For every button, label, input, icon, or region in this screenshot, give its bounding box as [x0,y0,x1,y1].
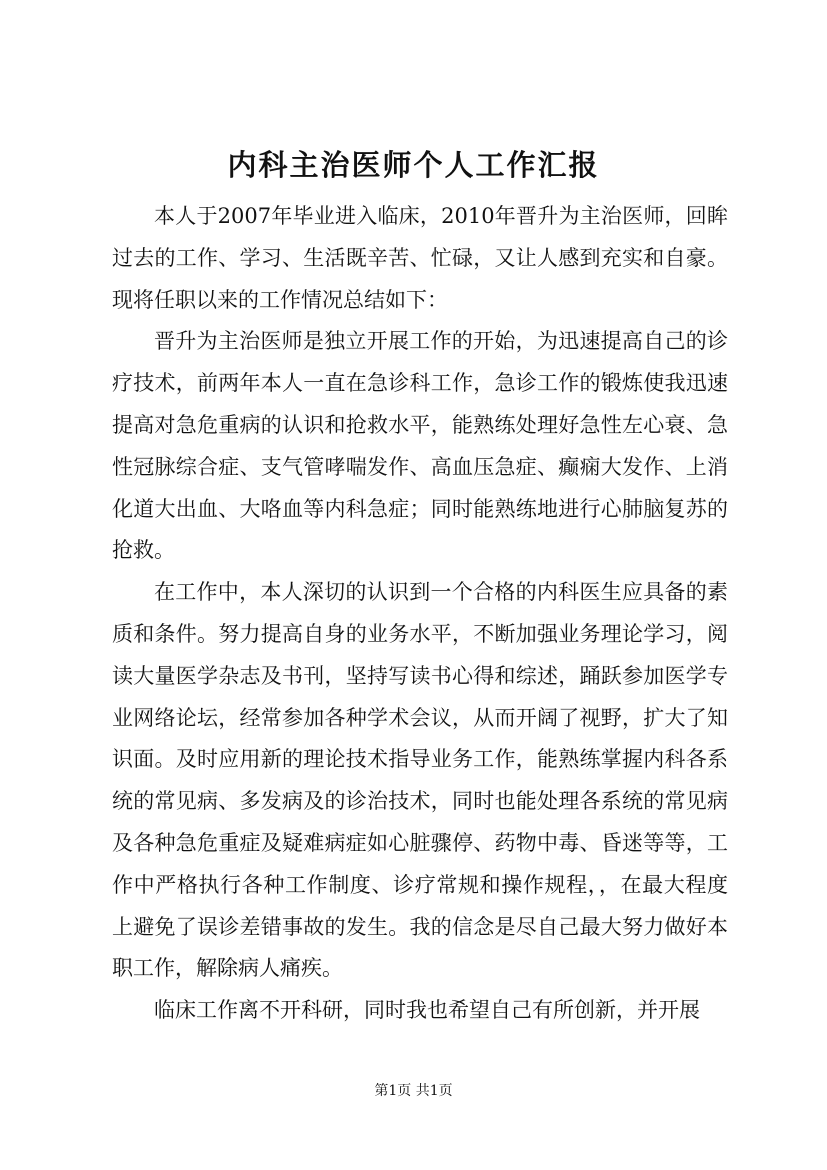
paragraph-3: 在工作中，本人深切的认识到一个合格的内科医生应具备的素质和条件。努力提高自身的业务水平，不断加强业务理论学习，阅读大量医学杂志及书刊，坚持写读书心得和综述，踊跃参加医学专业网络论坛，经常参加各种学术会议，从而开阔了视野，扩大了知识面。及时应用新的理论技术指导业务工作，能熟练掌握内科各系统的常见病、多发病及的诊治技术，同时也能处理各系统的常见病及各种急危重症及疑难病症如心脏骤停、药物中毒、昏迷等等，工作中严格执行各种工作制度、诊疗常规和操作规程，，在最大程度上避免了误诊差错事故的发生。我的信念是尽自己最大努力做好本职工作，解除病人痛疾。 [112,580,728,981]
document-title: 内科主治医师个人工作汇报 [227,148,600,182]
page-footer: 第1页 共1页 [374,1083,453,1099]
paragraph-2: 晋升为主治医师是独立开展工作的开始，为迅速提高自己的诊疗技术，前两年本人一直在急诊科工作，急诊工作的锻炼使我迅速提高对急危重病的认识和抢救水平，能熟练处理好急性左心衰、急性冠脉综合症、支气管哮喘发作、高血压急症、癫痫大发作、上消化道大出血、大咯血等内科急症；同时能熟练地进行心肺脑复苏的抢救。 [112,329,728,563]
document-body [112,196,728,1032]
paragraph-1: 本人于2007年毕业进入临床，2010年晋升为主治医师，回眸过去的工作、学习、生活既辛苦、忙碌，又让人感到充实和自豪。现将任职以来的工作情况总结如下： [112,204,728,312]
paragraph-4: 临床工作离不开科研，同时我也希望自己有所创新，并开展 [154,998,700,1023]
